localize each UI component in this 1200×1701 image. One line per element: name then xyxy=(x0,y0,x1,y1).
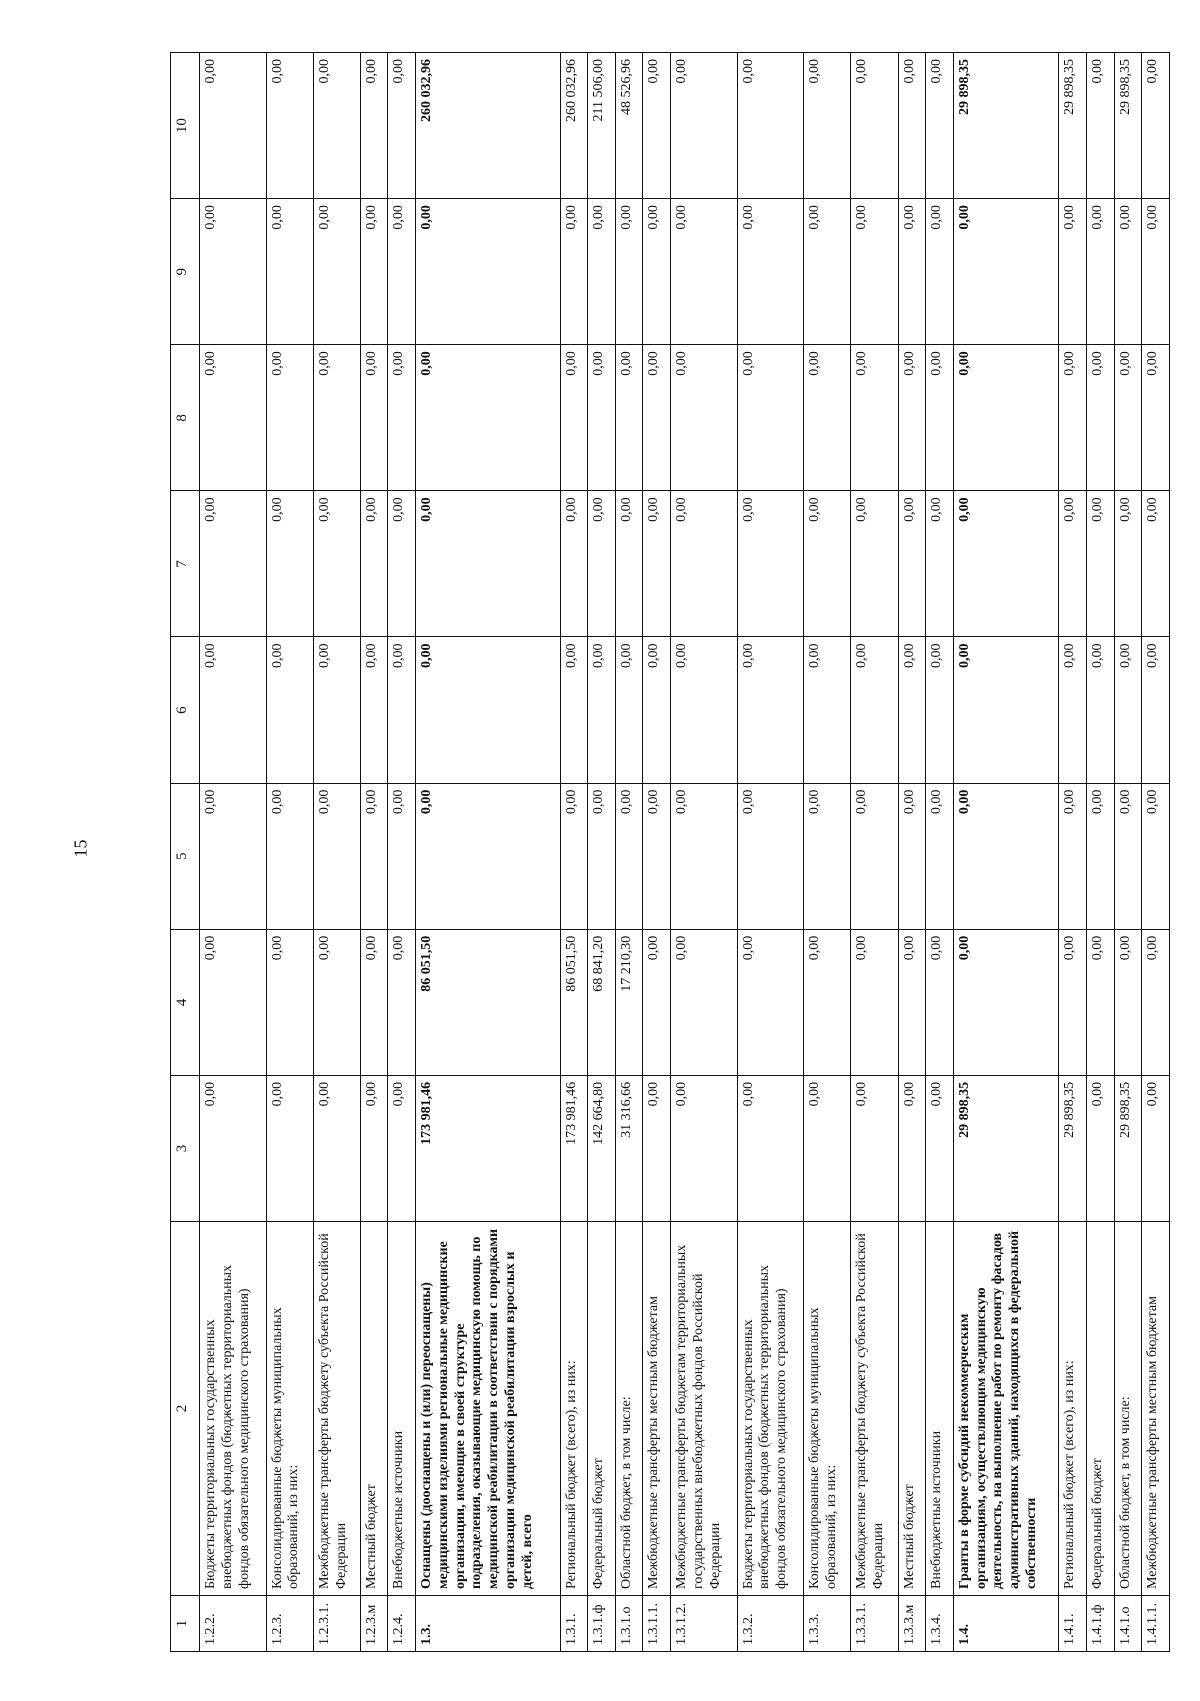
value-cell: 0,00 xyxy=(1142,53,1170,199)
value-cell: 173 981,46 xyxy=(560,1075,588,1221)
value-cell: 86 051,50 xyxy=(560,929,588,1075)
value-cell: 0,00 xyxy=(266,199,313,345)
value-cell: 0,00 xyxy=(1142,1075,1170,1221)
value-cell: 0,00 xyxy=(360,929,388,1075)
value-cell: 0,00 xyxy=(615,199,643,345)
table-row xyxy=(615,53,643,1652)
table-row xyxy=(804,53,851,1652)
value-cell: 0,00 xyxy=(737,929,804,1075)
value-cell: 0,00 xyxy=(313,491,360,637)
value-cell: 0,00 xyxy=(898,345,926,491)
value-cell: 29 898,35 xyxy=(953,1075,1059,1221)
value-cell: 0,00 xyxy=(851,929,898,1075)
value-cell: 0,00 xyxy=(560,199,588,345)
value-cell: 31 316,66 xyxy=(615,1075,643,1221)
value-cell: 0,00 xyxy=(1114,199,1142,345)
budget-table xyxy=(170,52,1170,1652)
value-cell: 0,00 xyxy=(200,345,267,491)
value-cell: 0,00 xyxy=(643,491,671,637)
col-header: 3 xyxy=(171,1075,200,1221)
value-cell: 0,00 xyxy=(416,491,561,637)
row-name-cell: Областной бюджет, в том числе: xyxy=(615,1222,643,1596)
row-id-cell: 1.2.2. xyxy=(200,1596,267,1652)
row-name-cell: Областной бюджет, в том числе: xyxy=(1114,1222,1142,1596)
value-cell: 0,00 xyxy=(926,491,954,637)
value-cell: 0,00 xyxy=(313,53,360,199)
value-cell: 0,00 xyxy=(266,491,313,637)
value-cell: 0,00 xyxy=(953,345,1059,491)
row-id-cell: 1.3. xyxy=(416,1596,561,1652)
col-header: 2 xyxy=(171,1222,200,1596)
row-id-cell: 1.4.1. xyxy=(1059,1596,1087,1652)
value-cell: 0,00 xyxy=(671,1075,738,1221)
value-cell: 0,00 xyxy=(1114,345,1142,491)
value-cell: 211 506,00 xyxy=(588,53,616,199)
value-cell: 0,00 xyxy=(1114,491,1142,637)
value-cell: 0,00 xyxy=(1114,929,1142,1075)
row-id-cell: 1.2.3.1. xyxy=(313,1596,360,1652)
row-name-cell: Внебюджетные источники xyxy=(388,1222,416,1596)
value-cell: 142 664,80 xyxy=(588,1075,616,1221)
row-name-cell: Региональный бюджет (всего), из них: xyxy=(1059,1222,1087,1596)
value-cell: 0,00 xyxy=(804,929,851,1075)
value-cell: 0,00 xyxy=(388,199,416,345)
value-cell: 0,00 xyxy=(804,637,851,783)
row-id-cell: 1.3.4. xyxy=(926,1596,954,1652)
value-cell: 0,00 xyxy=(737,53,804,199)
value-cell: 0,00 xyxy=(671,637,738,783)
value-cell: 0,00 xyxy=(851,637,898,783)
table-row xyxy=(313,53,360,1652)
value-cell: 0,00 xyxy=(388,783,416,929)
value-cell: 0,00 xyxy=(953,491,1059,637)
value-cell: 29 898,35 xyxy=(1114,1075,1142,1221)
row-id-cell: 1.4.1.о xyxy=(1114,1596,1142,1652)
value-cell: 0,00 xyxy=(388,345,416,491)
table-row xyxy=(588,53,616,1652)
table-row xyxy=(851,53,898,1652)
value-cell: 0,00 xyxy=(926,53,954,199)
row-id-cell: 1.4.1.ф xyxy=(1086,1596,1114,1652)
value-cell: 0,00 xyxy=(953,637,1059,783)
value-cell: 0,00 xyxy=(1086,929,1114,1075)
value-cell: 0,00 xyxy=(266,783,313,929)
table-row xyxy=(671,53,738,1652)
row-name-cell: Внебюджетные источники xyxy=(926,1222,954,1596)
value-cell: 0,00 xyxy=(851,199,898,345)
header-row xyxy=(171,53,200,1652)
value-cell: 0,00 xyxy=(737,783,804,929)
value-cell: 0,00 xyxy=(953,929,1059,1075)
value-cell: 0,00 xyxy=(926,1075,954,1221)
table-row xyxy=(953,53,1059,1652)
table-row xyxy=(360,53,388,1652)
row-name-cell: Оснащены (дооснащены и (или) переоснащены) медицинскими изделиями региональные медицинские организации, имеющие в своей структуре подразделения, оказывающие медицинскую помощь по медицинской реабилитации в соответствии с порядками организации медицинской реабилитации взрослых и детей, всего xyxy=(416,1222,561,1596)
value-cell: 0,00 xyxy=(1142,491,1170,637)
value-cell: 0,00 xyxy=(898,637,926,783)
value-cell: 0,00 xyxy=(615,637,643,783)
value-cell: 0,00 xyxy=(1142,199,1170,345)
value-cell: 0,00 xyxy=(737,345,804,491)
row-name-cell: Местный бюджет xyxy=(898,1222,926,1596)
value-cell: 0,00 xyxy=(804,783,851,929)
value-cell: 0,00 xyxy=(200,1075,267,1221)
value-cell: 0,00 xyxy=(643,637,671,783)
value-cell: 0,00 xyxy=(588,491,616,637)
value-cell: 0,00 xyxy=(851,345,898,491)
value-cell: 0,00 xyxy=(588,783,616,929)
value-cell: 29 898,35 xyxy=(1059,53,1087,199)
value-cell: 0,00 xyxy=(1086,637,1114,783)
value-cell: 0,00 xyxy=(1086,783,1114,929)
table-row xyxy=(1059,53,1087,1652)
row-id-cell: 1.2.3.м xyxy=(360,1596,388,1652)
value-cell: 0,00 xyxy=(671,929,738,1075)
value-cell: 0,00 xyxy=(851,491,898,637)
row-name-cell: Консолидированные бюджеты муниципальных образований, из них: xyxy=(266,1222,313,1596)
row-id-cell: 1.2.3. xyxy=(266,1596,313,1652)
row-id-cell: 1.3.3. xyxy=(804,1596,851,1652)
value-cell: 0,00 xyxy=(1059,783,1087,929)
row-name-cell: Межбюджетные трансферты местным бюджетам xyxy=(643,1222,671,1596)
value-cell: 0,00 xyxy=(200,491,267,637)
page-number: 15 xyxy=(70,839,91,858)
value-cell: 260 032,96 xyxy=(416,53,561,199)
value-cell: 0,00 xyxy=(926,929,954,1075)
col-header: 9 xyxy=(171,199,200,345)
value-cell: 0,00 xyxy=(926,345,954,491)
value-cell: 0,00 xyxy=(615,345,643,491)
value-cell: 0,00 xyxy=(1086,1075,1114,1221)
value-cell: 0,00 xyxy=(388,53,416,199)
table-row xyxy=(1086,53,1114,1652)
value-cell: 0,00 xyxy=(1142,345,1170,491)
value-cell: 29 898,35 xyxy=(953,53,1059,199)
value-cell: 0,00 xyxy=(1142,783,1170,929)
value-cell: 0,00 xyxy=(898,929,926,1075)
value-cell: 0,00 xyxy=(851,1075,898,1221)
value-cell: 0,00 xyxy=(804,345,851,491)
value-cell: 0,00 xyxy=(588,345,616,491)
value-cell: 0,00 xyxy=(313,929,360,1075)
value-cell: 0,00 xyxy=(313,199,360,345)
row-name-cell: Межбюджетные трансферты бюджету субъекта Российской Федерации xyxy=(313,1222,360,1596)
value-cell: 0,00 xyxy=(643,1075,671,1221)
row-id-cell: 1.3.1.2. xyxy=(671,1596,738,1652)
value-cell: 0,00 xyxy=(313,637,360,783)
value-cell: 0,00 xyxy=(200,929,267,1075)
value-cell: 0,00 xyxy=(266,637,313,783)
table-row xyxy=(737,53,804,1652)
value-cell: 0,00 xyxy=(804,53,851,199)
value-cell: 0,00 xyxy=(388,1075,416,1221)
value-cell: 0,00 xyxy=(266,345,313,491)
value-cell: 0,00 xyxy=(737,637,804,783)
value-cell: 0,00 xyxy=(1059,491,1087,637)
row-name-cell: Межбюджетные трансферты бюджетам территориальных государственных внебюджетных фондов Российской Федерации xyxy=(671,1222,738,1596)
row-id-cell: 1.3.3.м xyxy=(898,1596,926,1652)
value-cell: 0,00 xyxy=(643,345,671,491)
value-cell: 0,00 xyxy=(388,637,416,783)
row-name-cell: Местный бюджет xyxy=(360,1222,388,1596)
value-cell: 0,00 xyxy=(926,199,954,345)
value-cell: 0,00 xyxy=(360,491,388,637)
value-cell: 0,00 xyxy=(266,929,313,1075)
value-cell: 0,00 xyxy=(360,1075,388,1221)
value-cell: 0,00 xyxy=(851,53,898,199)
value-cell: 0,00 xyxy=(898,53,926,199)
value-cell: 0,00 xyxy=(1086,491,1114,637)
table-row xyxy=(416,53,561,1652)
value-cell: 0,00 xyxy=(953,783,1059,929)
value-cell: 0,00 xyxy=(1114,783,1142,929)
value-cell: 0,00 xyxy=(851,783,898,929)
value-cell: 0,00 xyxy=(588,199,616,345)
value-cell: 0,00 xyxy=(360,637,388,783)
value-cell: 0,00 xyxy=(1059,929,1087,1075)
row-name-cell: Межбюджетные трансферты местным бюджетам xyxy=(1142,1222,1170,1596)
table-row xyxy=(1114,53,1142,1652)
col-header: 1 xyxy=(171,1596,200,1652)
row-id-cell: 1.3.3.1. xyxy=(851,1596,898,1652)
table-row xyxy=(388,53,416,1652)
value-cell: 0,00 xyxy=(804,1075,851,1221)
value-cell: 0,00 xyxy=(560,491,588,637)
value-cell: 0,00 xyxy=(737,491,804,637)
value-cell: 0,00 xyxy=(1142,637,1170,783)
value-cell: 0,00 xyxy=(388,491,416,637)
row-id-cell: 1.3.1.о xyxy=(615,1596,643,1652)
row-id-cell: 1.3.2. xyxy=(737,1596,804,1652)
value-cell: 17 210,30 xyxy=(615,929,643,1075)
value-cell: 0,00 xyxy=(1086,345,1114,491)
row-name-cell: Гранты в форме субсидий некоммерческим организациям, осуществляющим медицинскую деятельность, на выполнение работ по ремонту фасадов административных зданий, находящихся в федеральной собственности xyxy=(953,1222,1059,1596)
value-cell: 0,00 xyxy=(360,345,388,491)
rotated-table-container xyxy=(170,52,1170,1652)
value-cell: 0,00 xyxy=(804,199,851,345)
row-id-cell: 1.3.1.ф xyxy=(588,1596,616,1652)
value-cell: 0,00 xyxy=(266,53,313,199)
value-cell: 0,00 xyxy=(643,53,671,199)
value-cell: 0,00 xyxy=(898,1075,926,1221)
value-cell: 173 981,46 xyxy=(416,1075,561,1221)
value-cell: 0,00 xyxy=(360,783,388,929)
value-cell: 0,00 xyxy=(643,199,671,345)
col-header: 7 xyxy=(171,491,200,637)
col-header: 4 xyxy=(171,929,200,1075)
value-cell: 0,00 xyxy=(560,345,588,491)
value-cell: 0,00 xyxy=(360,53,388,199)
value-cell: 0,00 xyxy=(643,783,671,929)
value-cell: 0,00 xyxy=(313,1075,360,1221)
value-cell: 260 032,96 xyxy=(560,53,588,199)
value-cell: 0,00 xyxy=(1059,637,1087,783)
table-row xyxy=(200,53,267,1652)
value-cell: 0,00 xyxy=(671,491,738,637)
value-cell: 0,00 xyxy=(200,53,267,199)
row-id-cell: 1.3.1.1. xyxy=(643,1596,671,1652)
row-name-cell: Федеральный бюджет xyxy=(1086,1222,1114,1596)
value-cell: 0,00 xyxy=(926,637,954,783)
value-cell: 0,00 xyxy=(388,929,416,1075)
col-header: 6 xyxy=(171,637,200,783)
value-cell: 0,00 xyxy=(737,199,804,345)
value-cell: 0,00 xyxy=(643,929,671,1075)
value-cell: 0,00 xyxy=(416,783,561,929)
value-cell: 86 051,50 xyxy=(416,929,561,1075)
value-cell: 0,00 xyxy=(804,491,851,637)
value-cell: 0,00 xyxy=(671,53,738,199)
value-cell: 0,00 xyxy=(898,199,926,345)
table-row xyxy=(643,53,671,1652)
value-cell: 0,00 xyxy=(926,783,954,929)
table-row xyxy=(560,53,588,1652)
row-name-cell: Межбюджетные трансферты бюджету субъекта Российской Федерации xyxy=(851,1222,898,1596)
value-cell: 0,00 xyxy=(898,783,926,929)
table-row xyxy=(266,53,313,1652)
row-name-cell: Консолидированные бюджеты муниципальных образований, из них: xyxy=(804,1222,851,1596)
value-cell: 29 898,35 xyxy=(1114,53,1142,199)
row-name-cell: Бюджеты территориальных государственных внебюджетных фондов (бюджетных территориальных фондов обязательного медицинского страхования) xyxy=(737,1222,804,1596)
col-header: 10 xyxy=(171,53,200,199)
table-body xyxy=(200,53,1170,1652)
value-cell: 0,00 xyxy=(1086,53,1114,199)
row-name-cell: Региональный бюджет (всего), из них: xyxy=(560,1222,588,1596)
row-name-cell: Бюджеты территориальных государственных внебюджетных фондов (бюджетных территориальных фондов обязательного медицинского страхования) xyxy=(200,1222,267,1596)
value-cell: 0,00 xyxy=(615,491,643,637)
value-cell: 0,00 xyxy=(737,1075,804,1221)
row-id-cell: 1.3.1. xyxy=(560,1596,588,1652)
table-frame xyxy=(170,52,1170,1652)
value-cell: 0,00 xyxy=(671,199,738,345)
row-id-cell: 1.4. xyxy=(953,1596,1059,1652)
value-cell: 0,00 xyxy=(1142,929,1170,1075)
value-cell: 0,00 xyxy=(671,345,738,491)
value-cell: 0,00 xyxy=(1086,199,1114,345)
value-cell: 0,00 xyxy=(360,199,388,345)
value-cell: 0,00 xyxy=(588,637,616,783)
table-row xyxy=(1142,53,1170,1652)
value-cell: 0,00 xyxy=(416,199,561,345)
table-row xyxy=(926,53,954,1652)
value-cell: 0,00 xyxy=(266,1075,313,1221)
value-cell: 0,00 xyxy=(671,783,738,929)
value-cell: 0,00 xyxy=(560,783,588,929)
value-cell: 0,00 xyxy=(416,637,561,783)
value-cell: 0,00 xyxy=(200,783,267,929)
row-id-cell: 1.4.1.1. xyxy=(1142,1596,1170,1652)
table-row xyxy=(898,53,926,1652)
value-cell: 0,00 xyxy=(1114,637,1142,783)
col-header: 8 xyxy=(171,345,200,491)
value-cell: 0,00 xyxy=(1059,199,1087,345)
value-cell: 0,00 xyxy=(416,345,561,491)
value-cell: 29 898,35 xyxy=(1059,1075,1087,1221)
row-name-cell: Федеральный бюджет xyxy=(588,1222,616,1596)
value-cell: 0,00 xyxy=(615,783,643,929)
row-id-cell: 1.2.4. xyxy=(388,1596,416,1652)
value-cell: 0,00 xyxy=(1059,345,1087,491)
value-cell: 48 526,96 xyxy=(615,53,643,199)
value-cell: 0,00 xyxy=(200,637,267,783)
value-cell: 0,00 xyxy=(560,637,588,783)
value-cell: 0,00 xyxy=(898,491,926,637)
value-cell: 0,00 xyxy=(200,199,267,345)
value-cell: 68 841,20 xyxy=(588,929,616,1075)
value-cell: 0,00 xyxy=(313,345,360,491)
value-cell: 0,00 xyxy=(313,783,360,929)
value-cell: 0,00 xyxy=(953,199,1059,345)
col-header: 5 xyxy=(171,783,200,929)
